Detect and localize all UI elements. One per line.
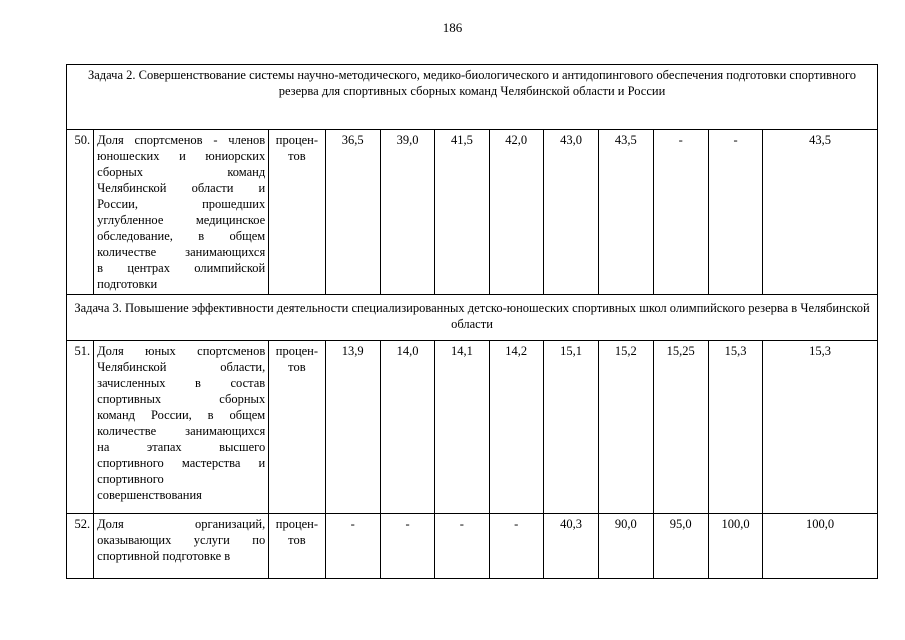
unit-of-measure <box>269 130 325 295</box>
value-cell: 36,5 <box>325 130 380 295</box>
value-cell: 100,0 <box>763 514 878 579</box>
value-cell: - <box>708 130 762 295</box>
indicator-description <box>94 514 269 579</box>
description-line: спортивного <box>97 472 164 486</box>
value-cell: 15,1 <box>543 341 598 514</box>
description-line: Челябинской области и <box>97 181 266 195</box>
description-line: Доля организаций, <box>97 517 266 531</box>
value-cell: 90,0 <box>599 514 653 579</box>
description-line: совершенствования <box>97 488 202 502</box>
description-line: Челябинской области, <box>97 360 266 374</box>
value-cell: 13,9 <box>325 341 380 514</box>
value-cell: - <box>653 130 708 295</box>
description-line: в центрах олимпийской <box>97 261 266 275</box>
value-cell: 40,3 <box>543 514 598 579</box>
indicators-table <box>66 64 878 579</box>
unit-line: тов <box>288 149 306 163</box>
description-line: Доля юных спортсменов <box>97 344 266 358</box>
value-cell: 15,3 <box>708 341 762 514</box>
unit-line: процен- <box>275 133 319 147</box>
unit-line: процен- <box>275 517 319 531</box>
value-cell: 43,0 <box>543 130 598 295</box>
value-cell: 95,0 <box>653 514 708 579</box>
unit-of-measure <box>269 514 325 579</box>
row-number: 52. <box>67 514 94 579</box>
value-cell: 14,0 <box>380 341 434 514</box>
value-cell: - <box>489 514 543 579</box>
unit-line: тов <box>288 360 306 374</box>
unit-line: тов <box>288 533 306 547</box>
task-2-heading: Задача 2. Совершенствование системы научно-методического, медико-биологического и антидопингового обеспечения подготовки спортивного резерва для спортивных сборных команд Челябинской области и России <box>67 65 878 130</box>
description-line: команд России, в общем <box>97 408 266 422</box>
value-cell: 39,0 <box>380 130 434 295</box>
value-cell: 43,5 <box>599 130 653 295</box>
table-row <box>67 514 878 579</box>
value-cell: 42,0 <box>489 130 543 295</box>
value-cell: 14,1 <box>435 341 489 514</box>
value-cell: 43,5 <box>763 130 878 295</box>
value-cell: 15,3 <box>763 341 878 514</box>
description-line: Доля спортсменов - членов <box>97 133 266 147</box>
indicator-description <box>94 130 269 295</box>
value-cell: 15,2 <box>599 341 653 514</box>
description-line: количестве занимающихся <box>97 424 266 438</box>
description-line: оказывающих услуги по <box>97 533 266 547</box>
value-cell: 15,25 <box>653 341 708 514</box>
value-cell: - <box>380 514 434 579</box>
value-cell: 41,5 <box>435 130 489 295</box>
table-row <box>67 341 878 514</box>
row-number: 50. <box>67 130 94 295</box>
description-line: спортивной подготовке в <box>97 549 231 563</box>
description-line: углубленное медицинское <box>97 213 266 227</box>
description-line: спортивных сборных <box>97 392 266 406</box>
description-line: на этапах высшего <box>97 440 266 454</box>
value-cell: 14,2 <box>489 341 543 514</box>
task-row <box>67 65 878 130</box>
row-number: 51. <box>67 341 94 514</box>
description-line: обследование, в общем <box>97 229 266 243</box>
description-line: сборных команд <box>97 165 266 179</box>
value-cell: 100,0 <box>708 514 762 579</box>
description-line: юношеских и юниорских <box>97 149 266 163</box>
value-cell: - <box>435 514 489 579</box>
value-cell: - <box>325 514 380 579</box>
description-line: России, прошедших <box>97 197 266 211</box>
unit-line: процен- <box>275 344 319 358</box>
indicator-description <box>94 341 269 514</box>
task-row <box>67 295 878 341</box>
description-line: подготовки <box>97 277 158 291</box>
table-row <box>67 130 878 295</box>
unit-of-measure <box>269 341 325 514</box>
description-line: спортивного мастерства и <box>97 456 266 470</box>
page-number: 186 <box>442 20 463 35</box>
description-line: количестве занимающихся <box>97 245 266 259</box>
task-3-heading: Задача 3. Повышение эффективности деятельности специализированных детско-юношеских спортивных школ олимпийского резерва в Челябинской области <box>67 295 878 341</box>
description-line: зачисленных в состав <box>97 376 266 390</box>
